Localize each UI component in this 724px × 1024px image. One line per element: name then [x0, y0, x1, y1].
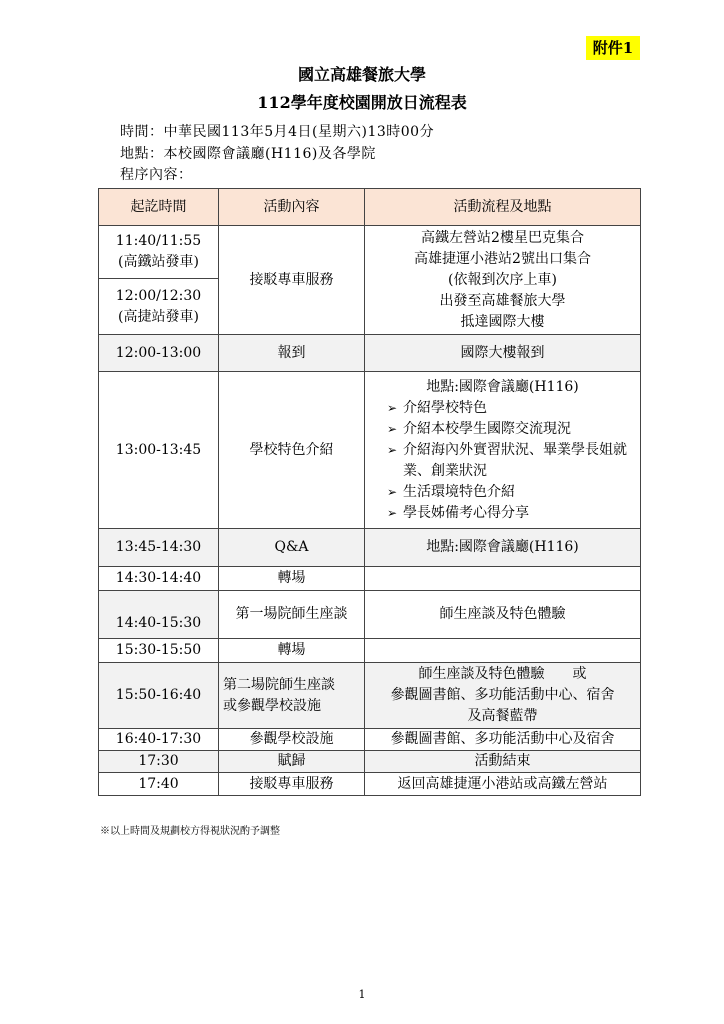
activity-cell: 轉場: [219, 639, 365, 663]
activity-cell: [219, 663, 365, 729]
schedule-table: [98, 188, 641, 796]
table-row: [99, 591, 641, 639]
activity-cell: 參觀學校設施: [219, 729, 365, 751]
table-row: [99, 773, 641, 796]
attachment-badge: 附件1: [586, 36, 640, 60]
flow-line: 高雄捷運小港站2號出口集合: [414, 250, 591, 267]
activity-cell: 轉場: [219, 567, 365, 591]
activity-cell: Q&A: [219, 529, 365, 567]
activity-cell: 學校特色介紹: [219, 372, 365, 529]
time-cell: 13:00-13:45: [99, 372, 219, 529]
time-cell: 13:45-14:30: [99, 529, 219, 567]
arrow-bullet-icon: ➢: [387, 484, 398, 499]
arrow-bullet-icon: ➢: [387, 505, 398, 520]
footnote: ※以上時間及規劃校方得視狀況酌予調整: [100, 826, 280, 837]
bullet-list: [367, 398, 638, 524]
time-cell: 16:40-17:30: [99, 729, 219, 751]
table-row: [99, 335, 641, 372]
list-item: ➢ 介紹學校特色: [387, 398, 638, 419]
flow-cell: 地點:國際會議廳(H116): [365, 529, 641, 567]
activity-cell: 接駁專車服務: [219, 773, 365, 796]
header-flow: 活動流程及地點: [365, 189, 641, 226]
arrow-bullet-icon: ➢: [387, 421, 398, 436]
flow-place: 地點:國際會議廳(H116): [426, 378, 579, 395]
flow-cell: 師生座談及特色體驗: [365, 591, 641, 639]
time-note: (高捷站發車): [118, 308, 199, 325]
activity-cell: 報到: [219, 335, 365, 372]
flow-line: 師生座談及特色體驗 或: [418, 666, 587, 682]
flow-cell: [365, 639, 641, 663]
table-row: [99, 372, 641, 529]
list-item: ➢ 介紹本校學生國際交流現況: [387, 419, 638, 440]
time-cell: 17:30: [99, 751, 219, 773]
time-cell: 14:40-15:30: [99, 591, 219, 639]
document-title: 國立高雄餐旅大學: [297, 65, 426, 84]
flow-cell: 國際大樓報到: [365, 335, 641, 372]
table-row: [99, 639, 641, 663]
list-item: ➢ 生活環境特色介紹: [387, 482, 638, 503]
activity-line: 第二場院師生座談: [223, 676, 335, 693]
flow-line: 參觀圖書館、多功能活動中心、宿舍: [390, 687, 615, 703]
time-cell: 12:00-13:00: [99, 335, 219, 372]
flow-line: (依報到次序上車): [448, 271, 557, 288]
arrow-bullet-icon: ➢: [387, 442, 398, 457]
table-row: [99, 751, 641, 773]
time-cell: 17:40: [99, 773, 219, 796]
time-cell: [99, 226, 219, 279]
header-activity: 活動內容: [219, 189, 365, 226]
time-cell: 15:50-16:40: [99, 663, 219, 729]
header-time: 起訖時間: [99, 189, 219, 226]
activity-cell: 第一場院師生座談: [219, 591, 365, 639]
table-row: [99, 529, 641, 567]
flow-line: 抵達國際大樓: [460, 313, 545, 330]
list-item: ➢ 學長姊備考心得分享: [387, 503, 638, 524]
time-value: 12:00/12:30: [115, 287, 202, 304]
table-row: [99, 663, 641, 729]
flow-cell: 活動結束: [365, 751, 641, 773]
time-note: (高鐵站發車): [118, 254, 199, 270]
flow-line: 及高餐藍帶: [467, 708, 538, 724]
time-cell: 14:30-14:40: [99, 567, 219, 591]
activity-cell: 賦歸: [219, 751, 365, 773]
flow-cell: [365, 226, 641, 335]
document-subtitle: 112學年度校園開放日流程表: [257, 93, 467, 112]
flow-cell: 返回高雄捷運小港站或高鐵左營站: [365, 773, 641, 796]
time-cell: 15:30-15:50: [99, 639, 219, 663]
time-value: 11:40/11:55: [115, 233, 202, 249]
flow-cell: 參觀圖書館、多功能活動中心及宿舍: [365, 729, 641, 751]
program-label: 程序內容：: [120, 167, 193, 183]
event-time: 時間：中華民國113年5月4日(星期六)13時00分: [120, 124, 435, 140]
event-place: 地點：本校國際會議廳(H116)及各學院: [120, 146, 376, 162]
table-row: [99, 567, 641, 591]
arrow-bullet-icon: ➢: [387, 400, 398, 415]
table-row: [99, 226, 641, 279]
table-header-row: [99, 189, 641, 226]
flow-line: 出發至高雄餐旅大學: [439, 292, 566, 309]
activity-line: 或參觀學校設施: [223, 697, 321, 714]
list-item: ➢ 介紹海內外實習狀況、畢業學長姐就業、創業狀況: [387, 441, 627, 479]
flow-line: 高鐵左營站2樓星巴克集合: [421, 229, 584, 246]
time-cell: [99, 279, 219, 335]
flow-cell: [365, 663, 641, 729]
table-row: [99, 729, 641, 751]
flow-cell: [365, 372, 641, 529]
activity-cell: 接駁專車服務: [219, 226, 365, 335]
flow-cell: [365, 567, 641, 591]
page-number: 1: [358, 988, 366, 1001]
